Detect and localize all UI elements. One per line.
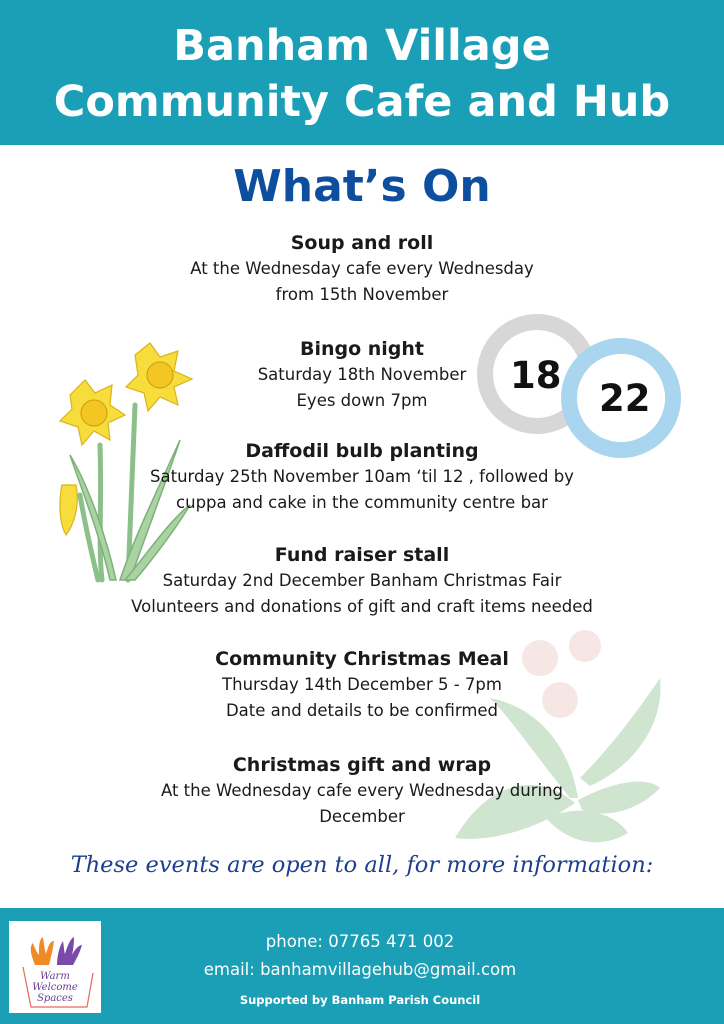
warm-welcome-spaces-logo bbox=[9, 921, 101, 1013]
email-address: email: banhamvillagehub@gmail.com bbox=[203, 960, 517, 979]
title-line-2: Community Cafe and Hub bbox=[53, 77, 671, 127]
whats-on-heading: What’s On bbox=[233, 161, 491, 212]
event-detail: Date and details to be confirmed bbox=[225, 701, 499, 720]
event-soup-and-roll bbox=[60, 230, 664, 308]
event-detail: Eyes down 7pm bbox=[296, 391, 428, 410]
event-title: Bingo night bbox=[299, 338, 425, 360]
event-detail: At the Wednesday cafe every Wednesday bbox=[190, 259, 534, 278]
event-detail: from 15th November bbox=[275, 285, 449, 304]
phone-number: phone: 07765 471 002 bbox=[265, 932, 455, 951]
logo-word: Welcome bbox=[32, 982, 78, 993]
event-title: Christmas gift and wrap bbox=[232, 754, 492, 776]
page-title bbox=[0, 18, 724, 130]
event-daffodil-bulb-planting bbox=[60, 438, 664, 516]
bingo-ball-22: 22 bbox=[599, 377, 651, 420]
footer-banner bbox=[0, 908, 724, 1024]
event-detail: Volunteers and donations of gift and craft items needed bbox=[131, 597, 593, 616]
bingo-ball-18: 18 bbox=[510, 354, 562, 397]
logo-word: Warm bbox=[40, 971, 70, 982]
event-fund-raiser-stall bbox=[60, 542, 664, 620]
event-title: Soup and roll bbox=[290, 232, 434, 254]
supported-by-text: Supported by Banham Parish Council bbox=[239, 993, 481, 1007]
event-title: Fund raiser stall bbox=[274, 544, 450, 566]
event-title: Daffodil bulb planting bbox=[245, 440, 479, 462]
event-detail: At the Wednesday cafe every Wednesday during bbox=[160, 781, 564, 800]
event-detail: Saturday 18th November bbox=[257, 365, 467, 384]
header-banner bbox=[0, 0, 724, 145]
event-detail: Thursday 14th December 5 - 7pm bbox=[222, 675, 502, 694]
event-detail: Saturday 25th November 10am ‘til 12 , followed by bbox=[150, 467, 574, 486]
event-bingo-night bbox=[212, 336, 512, 414]
event-detail: cuppa and cake in the community centre bar bbox=[176, 493, 548, 512]
event-community-christmas-meal bbox=[60, 646, 664, 724]
event-christmas-gift-and-wrap bbox=[60, 752, 664, 830]
open-to-all-tagline: These events are open to all, for more information: bbox=[70, 852, 654, 878]
event-detail: December bbox=[319, 807, 405, 826]
logo-wordmark bbox=[9, 971, 101, 1004]
event-detail: Saturday 2nd December Banham Christmas Fair bbox=[162, 571, 562, 590]
event-title: Community Christmas Meal bbox=[215, 648, 509, 670]
title-line-1: Banham Village bbox=[173, 21, 551, 71]
logo-word: Spaces bbox=[37, 993, 73, 1004]
